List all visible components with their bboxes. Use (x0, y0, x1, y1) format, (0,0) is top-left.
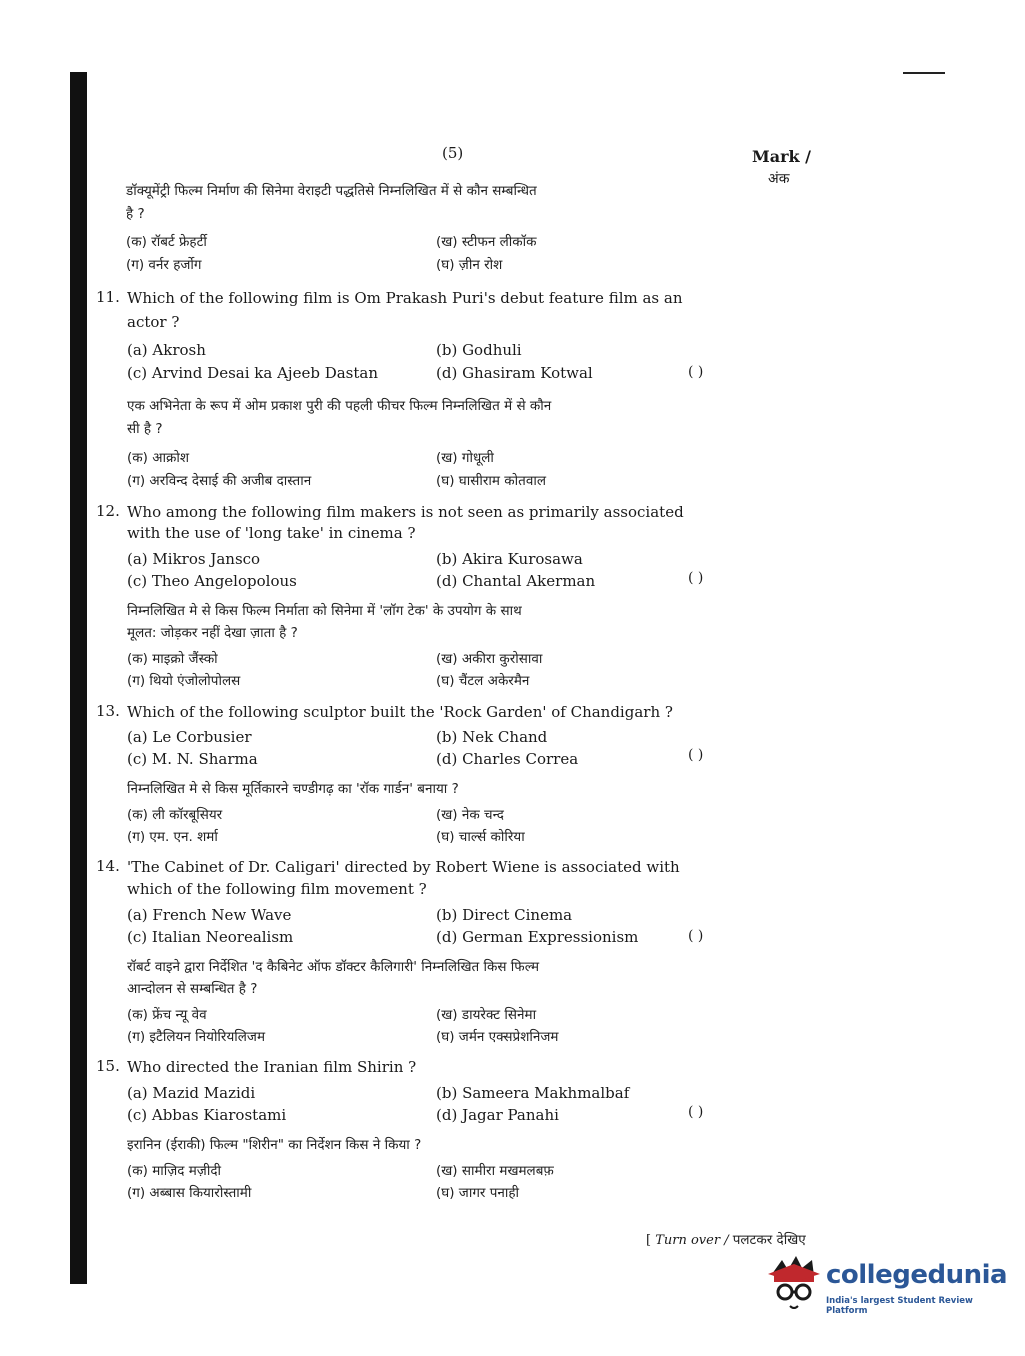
page-number: (5) (442, 144, 464, 162)
q11-hi-option-d: (घ) घासीराम कोतवाल (436, 473, 546, 489)
q12-option-c: (c) Theo Angelopolous (127, 572, 297, 590)
q15-option-b: (b) Sameera Makhmalbaf (436, 1084, 630, 1102)
q13-en-line1: Which of the following sculptor built the 'Rock Garden' of Chandigarh ? (127, 703, 673, 721)
q14-en-line2: which of the following film movement ? (127, 880, 427, 898)
q12-option-d: (d) Chantal Akerman (436, 572, 596, 590)
q14-option-c: (c) Italian Neorealism (127, 928, 294, 946)
q11-en-line1: Which of the following film is Om Prakash Puri's debut feature film as an (127, 289, 683, 307)
q11-hi-line2: सी है ? (127, 421, 163, 437)
turn-over-hindi: पलटकर देखिए (732, 1232, 806, 1248)
q10-hi-option-c: (ग) वर्नर हर्जोग (126, 257, 202, 273)
q12-hi-option-b: (ख) अकीरा कुरोसावा (436, 651, 543, 667)
q15-number: 15. (96, 1057, 120, 1075)
collegedunia-logo[interactable] (766, 1254, 1008, 1320)
q11-hi-option-b: (ख) गोधूली (436, 450, 494, 466)
q10-hi-option-d: (घ) ज़ीन रोश (436, 257, 503, 273)
q14-hi-option-c: (ग) इटैलियन नियोरियलिजम (127, 1029, 266, 1045)
q10-hi-line1: डॉक्यूमेंट्री फिल्म निर्माण की सिनेमा वेराइटी पद्धतिसे निम्नलिखित में से कौन सम्बन्धित (126, 183, 537, 199)
q12-hi-option-d: (घ) चैंटल अकेरमैन (436, 673, 530, 689)
q13-option-b: (b) Nek Chand (436, 728, 548, 746)
q11-en-line2: actor ? (127, 313, 180, 331)
q14-hi-line2: आन्दोलन से सम्बन्धित है ? (127, 981, 258, 997)
q14-hi-option-a: (क) फ्रेंच न्यू वेव (127, 1007, 207, 1023)
q12-answer-box[interactable]: ( ) (688, 570, 704, 586)
mascot-icon (766, 1254, 824, 1316)
q11-hi-option-a: (क) आक्रोश (127, 450, 190, 466)
q14-hi-line1: रॉबर्ट वाइने द्वारा निर्देशित 'द कैबिनेट ऑफ डॉक्टर कैलिगारी' निम्नलिखित किस फिल्म (127, 959, 540, 975)
turn-over-text: Turn over / (655, 1233, 729, 1248)
q13-hi-option-d: (घ) चार्ल्स कोरिया (436, 829, 525, 845)
q13-option-a: (a) Le Corbusier (127, 728, 252, 746)
q15-answer-box[interactable]: ( ) (688, 1104, 704, 1120)
q13-option-d: (d) Charles Correa (436, 750, 579, 768)
q15-hi-option-d: (घ) जागर पनाही (436, 1185, 520, 1201)
q13-number: 13. (96, 702, 120, 720)
q12-hi-line1: निम्नलिखित मे से किस फिल्म निर्माता को सिनेमा में 'लॉग टेक' के उपयोग के साथ (127, 603, 522, 619)
q15-option-d: (d) Jagar Panahi (436, 1106, 559, 1124)
q14-option-b: (b) Direct Cinema (436, 906, 573, 924)
q15-en-line1: Who directed the Iranian film Shirin ? (127, 1058, 417, 1076)
q14-hi-option-b: (ख) डायरेक्ट सिनेमा (436, 1007, 537, 1023)
q12-hi-line2: मूलत: जोड़कर नहीं देखा ज़ाता है ? (127, 625, 298, 641)
q14-answer-box[interactable]: ( ) (688, 928, 704, 944)
q12-option-b: (b) Akira Kurosawa (436, 550, 583, 568)
q10-hi-option-b: (ख) स्टीफन लीकॉक (436, 234, 537, 250)
q15-hi-option-c: (ग) अब्बास कियारोस्तामी (127, 1185, 252, 1201)
q12-option-a: (a) Mikros Jansco (127, 550, 261, 568)
q13-hi-option-c: (ग) एम. एन. शर्मा (127, 829, 218, 845)
q14-option-a: (a) French New Wave (127, 906, 292, 924)
mark-label: Mark / (752, 147, 812, 166)
q12-en-line2: with the use of 'long take' in cinema ? (127, 524, 416, 542)
q11-hi-line1: एक अभिनेता के रूप में ओम प्रकाश पुरी की पहली फीचर फिल्म निम्नलिखित में से कौन (127, 398, 552, 414)
q11-option-d: (d) Ghasiram Kotwal (436, 364, 593, 382)
q13-hi-line1: निम्नलिखित मे से किस मूर्तिकारने चण्डीगढ़ का 'रॉक गार्डन' बनाया ? (127, 781, 459, 797)
q11-option-a: (a) Akrosh (127, 341, 206, 359)
q11-hi-option-c: (ग) अरविन्द देसाई की अजीब दास्तान (127, 473, 312, 489)
margin-bar (70, 72, 87, 1284)
q11-option-b: (b) Godhuli (436, 341, 522, 359)
q14-hi-option-d: (घ) जर्मन एक्सप्रेशनिजम (436, 1029, 559, 1045)
q14-en-line1: 'The Cabinet of Dr. Caligari' directed by Robert Wiene is associated with (127, 858, 680, 876)
mark-header (752, 146, 811, 190)
q15-hi-option-b: (ख) सामीरा मखमलबफ़ (436, 1163, 554, 1179)
logo-name: collegedunia (826, 1260, 1008, 1290)
q13-option-c: (c) M. N. Sharma (127, 750, 258, 768)
top-rule (903, 72, 945, 74)
q15-hi-line1: इरानिन (ईराकी) फिल्म "शिरीन" का निर्देशन किस ने किया ? (127, 1137, 422, 1153)
q11-option-c: (c) Arvind Desai ka Ajeeb Dastan (127, 364, 378, 382)
q15-option-a: (a) Mazid Mazidi (127, 1084, 256, 1102)
q12-en-line1: Who among the following film makers is not seen as primarily associated (127, 503, 684, 521)
q15-hi-option-a: (क) माज़िद मज़ीदी (127, 1163, 221, 1179)
q14-option-d: (d) German Expressionism (436, 928, 639, 946)
q11-answer-box[interactable]: ( ) (688, 364, 704, 380)
q15-option-c: (c) Abbas Kiarostami (127, 1106, 287, 1124)
mark-label-hindi: अंक (768, 171, 790, 187)
q10-hi-line2: है ? (126, 206, 145, 222)
q10-hi-option-a: (क) रॉबर्ट फ्रेहर्टी (126, 234, 207, 250)
q11-number: 11. (96, 288, 120, 306)
q13-answer-box[interactable]: ( ) (688, 747, 704, 763)
q12-hi-option-c: (ग) थियो एंजोलोपोलस (127, 673, 241, 689)
turn-over-note (646, 1230, 806, 1248)
q13-hi-option-a: (क) ली कॉरबूसियर (127, 807, 223, 823)
q14-number: 14. (96, 857, 120, 875)
q13-hi-option-b: (ख) नेक चन्द (436, 807, 504, 823)
footer-bracket: [ (646, 1233, 652, 1248)
q12-hi-option-a: (क) माइक्रो जैंस्को (127, 651, 218, 667)
q12-number: 12. (96, 502, 120, 520)
logo-tagline: India's largest Student Review Platform (826, 1296, 973, 1316)
